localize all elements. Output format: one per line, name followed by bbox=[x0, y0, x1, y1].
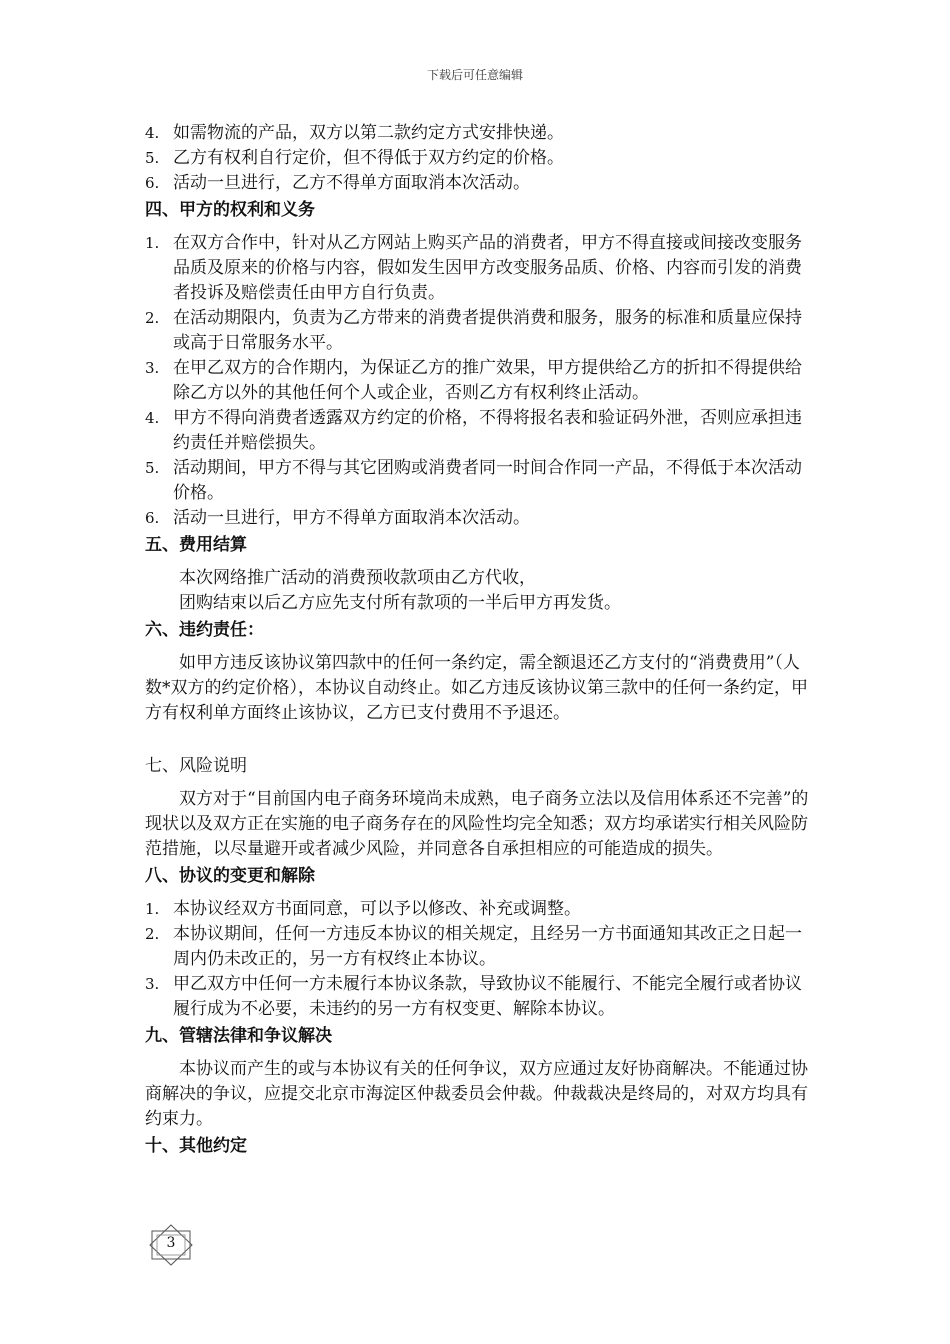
section-heading: 六、违约责任： bbox=[145, 620, 264, 640]
list-number: 3. bbox=[145, 975, 160, 993]
document-body bbox=[145, 121, 813, 1161]
list-number: 1. bbox=[145, 900, 160, 918]
list-item bbox=[145, 231, 813, 306]
section-heading: 八、协议的变更和解除 bbox=[145, 866, 315, 886]
paragraph-line: 本次网络推广活动的消费预收款项由乙方代收， bbox=[179, 568, 536, 588]
list-number: 2. bbox=[145, 925, 160, 943]
list-text: 在双方合作中，针对从乙方网站上购买产品的消费者，甲方不得直接或间接改变服务品质及原来的价格与内容，假如发生因甲方改变服务品质、价格、内容而引发的消费者投诉及赔偿责任由甲方自行负责。 bbox=[173, 233, 802, 303]
list-item bbox=[145, 922, 813, 972]
list-text: 本协议经双方书面同意，可以予以修改、补充或调整。 bbox=[173, 899, 581, 919]
list-number: 6. bbox=[145, 174, 160, 192]
section-heading: 十、其他约定 bbox=[145, 1136, 247, 1156]
list-text: 本协议期间，任何一方违反本协议的相关规定，且经另一方书面通知其改正之日起一周内仍未改正的，另一方有权终止本协议。 bbox=[173, 924, 802, 969]
list-text: 活动期间，甲方不得与其它团购或消费者同一时间合作同一产品，不得低于本次活动价格。 bbox=[173, 458, 802, 503]
page-number: 3 bbox=[166, 1235, 176, 1251]
list-item bbox=[145, 456, 813, 506]
list-text: 活动一旦进行，乙方不得单方面取消本次活动。 bbox=[173, 173, 530, 193]
list-number: 2. bbox=[145, 309, 160, 327]
list-text: 甲方不得向消费者透露双方约定的价格，不得将报名表和验证码外泄，否则应承担违约责任并赔偿损失。 bbox=[173, 408, 802, 453]
list-text: 乙方有权利自行定价，但不得低于双方约定的价格。 bbox=[173, 148, 564, 168]
list-item bbox=[145, 406, 813, 456]
list-text: 在甲乙双方的合作期内，为保证乙方的推广效果，甲方提供给乙方的折扣不得提供给除乙方以外的其他任何个人或企业，否则乙方有权利终止活动。 bbox=[173, 358, 802, 403]
list-item bbox=[145, 171, 813, 196]
list-item bbox=[145, 506, 813, 531]
paragraph: 如甲方违反该协议第四款中的任何一条约定，需全额退还乙方支付的“消费费用”（人数*双方的约定价格），本协议自动终止。如乙方违反该协议第三款中的任何一条约定，甲方有权利单方面终止该协议，乙方已支付费用不予退还。 bbox=[145, 653, 808, 723]
list-number: 4. bbox=[145, 124, 160, 142]
paragraph: 本协议而产生的或与本协议有关的任何争议，双方应通过友好协商解决。不能通过协商解决的争议，应提交北京市海淀区仲裁委员会仲裁。仲裁裁决是终局的，对双方均具有约束力。 bbox=[145, 1059, 808, 1129]
list-number: 5. bbox=[145, 459, 160, 477]
list-item bbox=[145, 146, 813, 171]
list-number: 4. bbox=[145, 409, 160, 427]
list-item bbox=[145, 356, 813, 406]
section-heading: 七、风险说明 bbox=[145, 756, 247, 776]
list-item bbox=[145, 306, 813, 356]
page-header: 下载后可任意编辑 bbox=[426, 68, 523, 82]
list-number: 1. bbox=[145, 234, 160, 252]
section-heading: 九、管辖法律和争议解决 bbox=[145, 1026, 332, 1046]
section-heading: 五、费用结算 bbox=[145, 535, 247, 555]
paragraph-line: 团购结束以后乙方应先支付所有款项的一半后甲方再发货。 bbox=[179, 593, 621, 613]
list-item bbox=[145, 897, 813, 922]
list-number: 5. bbox=[145, 149, 160, 167]
list-item bbox=[145, 121, 813, 146]
list-text: 甲乙双方中任何一方未履行本协议条款，导致协议不能履行、不能完全履行或者协议履行成为不必要，未违约的另一方有权变更、解除本协议。 bbox=[173, 974, 802, 1019]
list-text: 如需物流的产品，双方以第二款约定方式安排快递。 bbox=[173, 123, 564, 143]
list-text: 活动一旦进行，甲方不得单方面取消本次活动。 bbox=[173, 508, 530, 528]
page-number-badge bbox=[148, 1224, 194, 1266]
paragraph: 双方对于“目前国内电子商务环境尚未成熟，电子商务立法以及信用体系还不完善”的现状以及双方正在实施的电子商务存在的风险性均完全知悉；双方均承诺实行相关风险防范措施，以尽量避开或者减少风险，并同意各自承担相应的可能造成的损失。 bbox=[145, 789, 809, 859]
list-number: 6. bbox=[145, 509, 160, 527]
section-heading: 四、甲方的权利和义务 bbox=[145, 200, 315, 220]
list-item bbox=[145, 972, 813, 1022]
list-text: 在活动期限内，负责为乙方带来的消费者提供消费和服务，服务的标准和质量应保持或高于日常服务水平。 bbox=[173, 308, 802, 353]
list-number: 3. bbox=[145, 359, 160, 377]
